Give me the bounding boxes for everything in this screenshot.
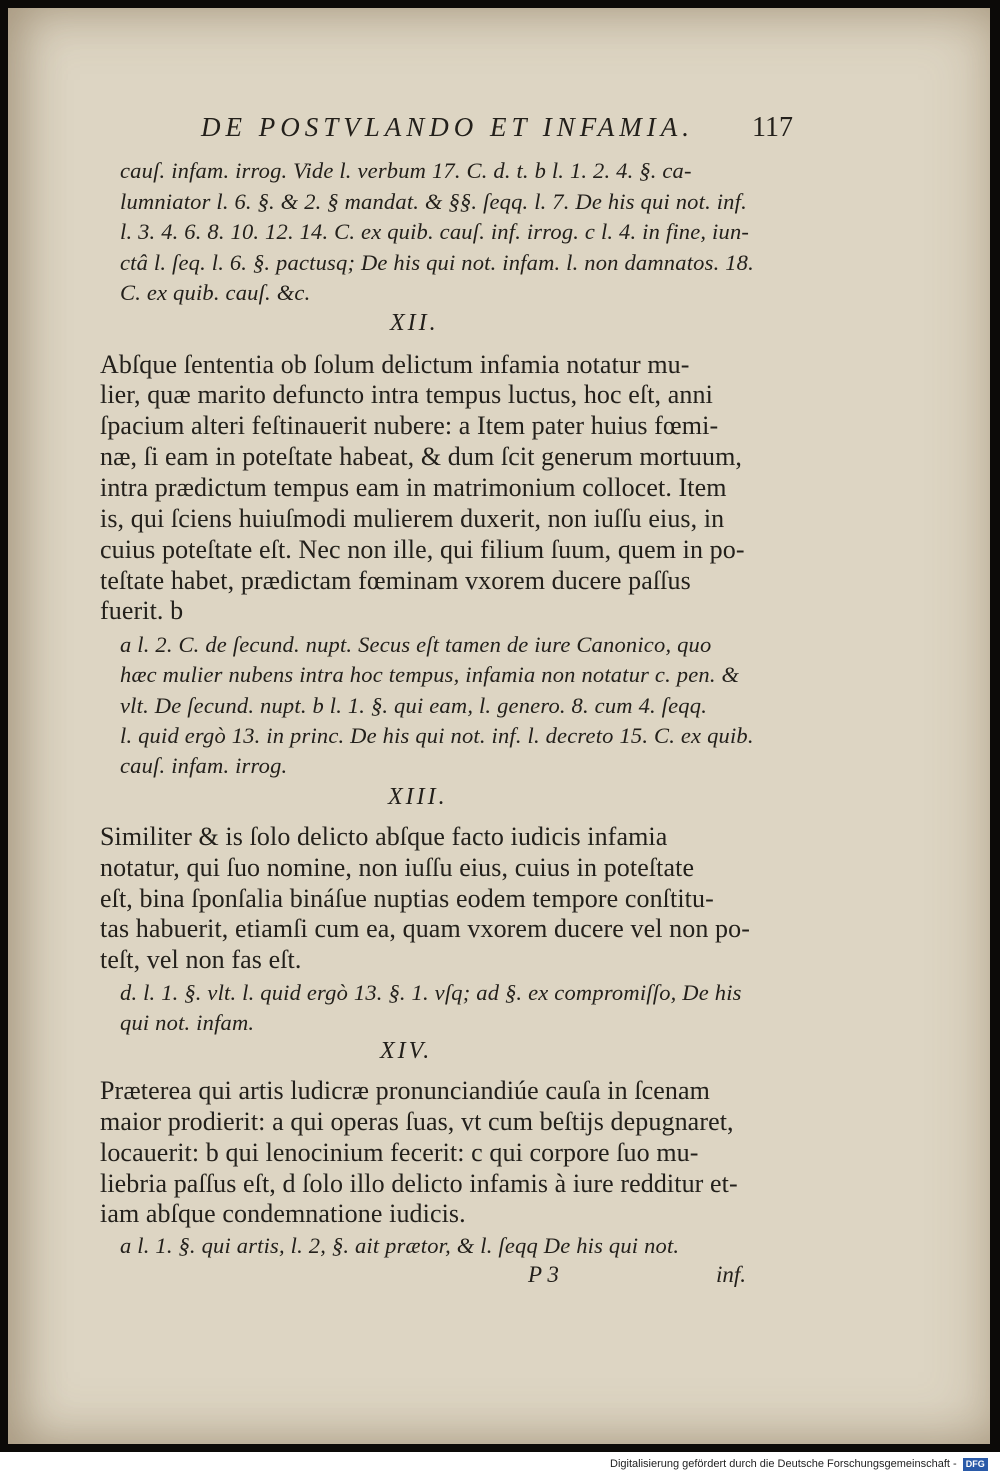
- note-line: cauſ. infam. irrog. Vide l. verbum 17. C. d. t. b l. 1. 2. 4. §. ca-: [120, 158, 692, 183]
- signature-mark: P 3: [528, 1262, 559, 1287]
- paragraph-line: notatur, qui ſuo nomine, non iuſſu eius, cuius in poteſtate: [100, 853, 695, 882]
- paragraph-line: Similiter & is ſolo delicto abſque facto iudicis infamia: [100, 822, 668, 851]
- paragraph-line: liebria paſſus eſt, d ſolo illo delicto infamis à iure redditur et-: [100, 1169, 738, 1198]
- note-line: qui not. infam.: [120, 1010, 255, 1035]
- note-line: hæc mulier nubens intra hoc tempus, infamia non notatur c. pen. &: [120, 662, 740, 687]
- note-line: l. quid ergò 13. in princ. De his qui not. inf. l. decreto 15. C. ex quib.: [120, 723, 754, 748]
- note-line: ctâ l. ſeq. l. 6. §. pactusq; De his qui not. infam. l. non damnatos. 18.: [120, 250, 754, 275]
- paragraph-line: maior prodierit: a qui operas ſuas, vt cum beſtijs depugnaret,: [100, 1107, 734, 1136]
- paragraph-line: næ, ſi eam in poteſtate habeat, & dum ſcit generum mortuum,: [100, 442, 743, 471]
- paragraph-line: Abſque ſententia ob ſolum delictum infamia notatur mu-: [100, 350, 690, 379]
- paragraph-line: locauerit: b qui lenocinium fecerit: c qui corpore ſuo mu-: [100, 1138, 699, 1167]
- note-line: vlt. De ſecund. nupt. b l. 1. §. qui eam, l. genero. 8. cum 4. ſeqq.: [120, 693, 708, 718]
- credit-text: Digitalisierung gefördert durch die Deutsche Forschungsgemeinschaft -: [610, 1458, 957, 1470]
- catchword: inf.: [716, 1262, 747, 1287]
- digitization-credit: [610, 1455, 1000, 1474]
- paragraph-line: eſt, bina ſponſalia bináſue nuptias eodem tempore conſtitu-: [100, 884, 714, 913]
- paragraph-line: tas habuerit, etiamſi cum ea, quam vxorem ducere vel non po-: [100, 914, 750, 943]
- note-line: C. ex quib. cauſ. &c.: [120, 280, 311, 305]
- paragraph-line: cuius poteſtate eſt. Nec non ille, qui filium ſuum, quem in po-: [100, 535, 745, 564]
- section-heading: XII.: [390, 310, 439, 336]
- section-heading: XIII.: [388, 784, 448, 810]
- paragraph-line: is, qui ſciens huiuſmodi mulierem duxerit, non iuſſu eius, in: [100, 504, 725, 533]
- paragraph-line: lier, quæ marito defuncto intra tempus luctus, hoc eſt, anni: [100, 380, 713, 409]
- section-heading: XIV.: [380, 1038, 433, 1064]
- note-line: cauſ. infam. irrog.: [120, 753, 288, 778]
- note-line: d. l. 1. §. vlt. l. quid ergò 13. §. 1. vſq; ad §. ex compromiſſo, De his: [120, 980, 742, 1005]
- paragraph-line: teſtate habet, prædictam fœminam vxorem ducere paſſus: [100, 566, 691, 595]
- paragraph-line: intra prædictum tempus eam in matrimonium collocet. Item: [100, 473, 727, 502]
- dfg-logo: DFG: [963, 1458, 988, 1471]
- paragraph-line: teſt, vel non fas eſt.: [100, 945, 302, 974]
- note-line: a l. 2. C. de ſecund. nupt. Secus eſt tamen de iure Canonico, quo: [120, 632, 712, 657]
- book-page: [8, 8, 990, 1444]
- note-line: a l. 1. §. qui artis, l. 2, §. ait prætor, & l. ſeqq De his qui not.: [120, 1233, 680, 1258]
- page-number: 117: [752, 112, 793, 143]
- paragraph-line: iam abſque condemnatione iudicis.: [100, 1199, 466, 1228]
- paragraph-line: Præterea qui artis ludicræ pronunciandiúe cauſa in ſcenam: [100, 1076, 710, 1105]
- paragraph-line: fuerit. b: [100, 596, 184, 625]
- note-line: l. 3. 4. 6. 8. 10. 12. 14. C. ex quib. cauſ. inf. irrog. c l. 4. in fine, iun-: [120, 219, 750, 244]
- paragraph-line: ſpacium alteri feſtinauerit nubere: a Item pater huius fœmi-: [100, 411, 719, 440]
- note-line: lumniator l. 6. §. & 2. § mandat. & §§. ſeqq. l. 7. De his qui not. inf.: [120, 189, 747, 214]
- running-title: DE POSTVLANDO ET INFAMIA.: [201, 112, 695, 142]
